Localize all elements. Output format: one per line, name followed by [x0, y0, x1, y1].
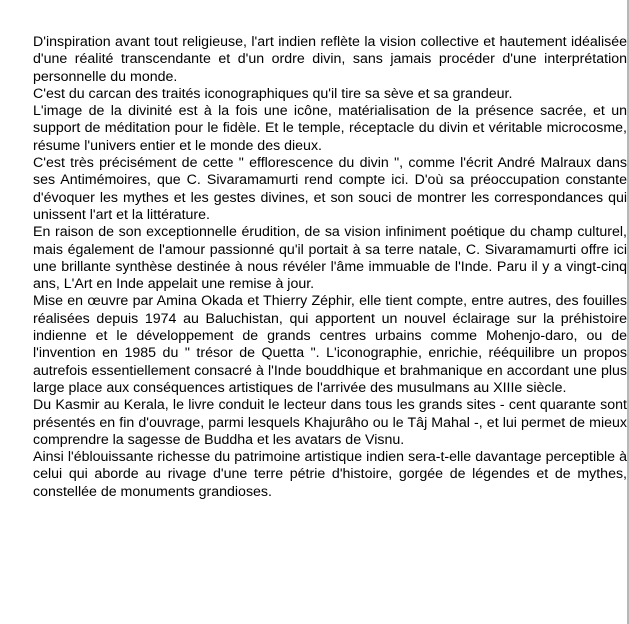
paragraph-6: Mise en œuvre par Amina Okada et Thierry Zéphir, elle tient compte, entre autres, des fouilles réalisées depuis 1974 au Baluchistan, qui apportent un nouvel éclairage sur la préhistoire indienne et le développement de grands centres urbains comme Mohenjo-daro, ou de l'invention en 1985 du " trésor de Quetta ". L'iconographie, enrichie, rééquilibre un propos autrefois essentiellement consacré à l'Inde bouddhique et brahmanique en accordant une plus large place aux conséquences artistiques de l'arrivée des musulmans au XIIIe siècle. — [33, 293, 627, 396]
paragraph-2: C'est du carcan des traités iconographiques qu'il tire sa sève et sa grandeur. — [33, 85, 513, 102]
paragraph-3: L'image de la divinité est à la fois une icône, matérialisation de la présence sacrée, et un support de méditation pour le fidèle. Et le temple, réceptacle du divin et véritable microcosme, résume l'univers entier et le monde des dieux. — [33, 103, 627, 154]
document-text-body — [33, 34, 627, 501]
paragraph-8: Ainsi l'éblouissante richesse du patrimoine artistique indien sera-t-elle davantage perceptible à celui qui aborde au rivage d'une terre pétrie d'histoire, gorgée de légendes et de mythes, constellée de monuments grandioses. — [33, 449, 627, 500]
paragraph-7: Du Kasmir au Kerala, le livre conduit le lecteur dans tous les grands sites - cent quarante sont présentés en fin d'ouvrage, parmi lesquels Khajurâho ou le Tâj Mahal -, et lui permet de mieux comprendre la sagesse de Buddha et les avatars de Visnu. — [33, 397, 627, 448]
paragraph-4: C'est très précisément de cette " efflorescence du divin ", comme l'écrit André Malraux dans ses Antimémoires, que C. Sivaramamurti rend compte ici. D'où sa préoccupation constante d'évoquer les mythes et les gestes divines, et son souci de montrer les correspondances qui unissent l'art et la littérature. — [33, 155, 627, 223]
paragraph-5: En raison de son exceptionnelle érudition, de sa vision infiniment poétique du champ culturel, mais également de l'amour passionné qu'il portait à sa terre natale, C. Sivaramamurti offre ici une brillante synthèse destinée à nous révéler l'âme immuable de l'Inde. Paru il y a vingt-cinq ans, L'Art en Inde appelait une remise à jour. — [33, 224, 627, 293]
paragraph-1: D'inspiration avant tout religieuse, l'art indien reflète la vision collective et hautement idéalisée d'une réalité transcendante et d'un ordre divin, sans jamais procéder d'une interprétation personnelle du monde. — [33, 34, 627, 85]
